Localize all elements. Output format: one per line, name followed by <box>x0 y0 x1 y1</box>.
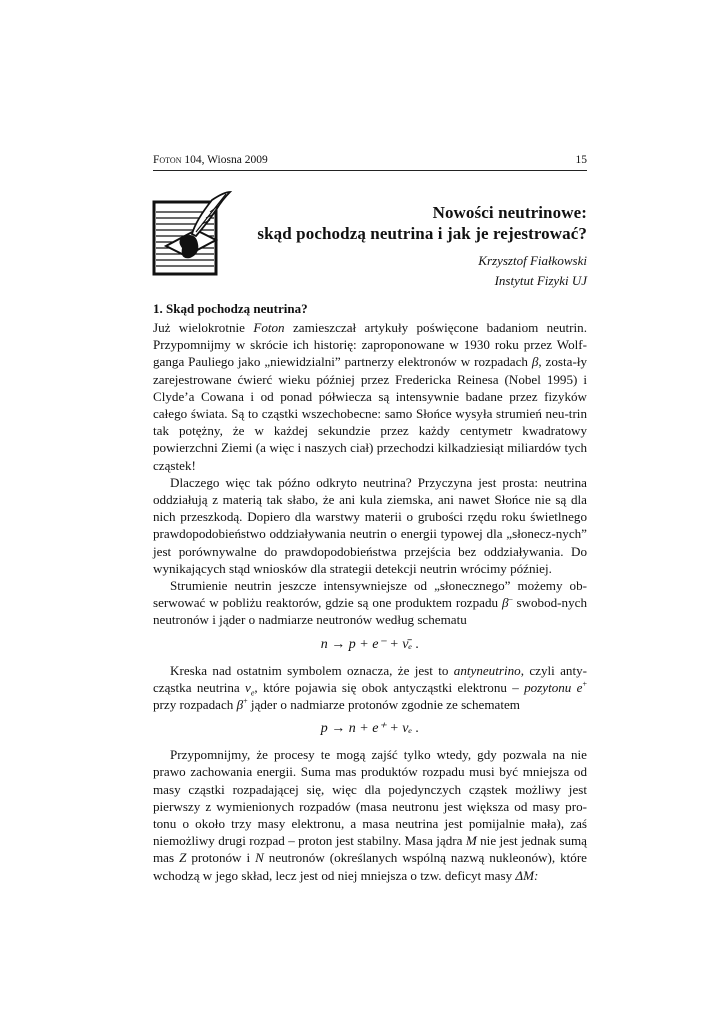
section-heading: 1. Skąd pochodzą neutrina? <box>153 301 308 316</box>
author-affiliation: Instytut Fizyki UJ <box>494 273 587 288</box>
article-body <box>153 319 587 884</box>
formula-beta-minus: n → p + e⁻ + ν̄ₑ . <box>320 636 420 652</box>
page-number: 15 <box>575 154 587 166</box>
formula-beta-plus: p → n + e⁺ + νₑ . <box>320 721 420 737</box>
article-title-line-1: Nowości neutrinowe: <box>432 203 587 222</box>
paragraph-4: Kreska nad ostatnim symbolem oznacza, że jest to antyneutrino, czyli anty-cząstka neutrina $\nu_e$, które pojawia się obok antycząstki elektronu – pozytonu e+ przy rozpadach β+ jąder o nadmiarze protonów zgodnie ze schematem <box>153 662 588 713</box>
article-title-block <box>240 202 587 291</box>
issue-info: 104, Wiosna 2009 <box>181 154 268 166</box>
paragraph-2: Dlaczego więc tak późno odkryto neutrina? Przyczyna jest prosta: neutrina oddziałują z materią tak słabo, że ani kula ziemska, ani nawet Słońce nie są dla nich przeszkodą. Dopiero dla warstwy materii o grubości rzędu roku świetlnego prawdopodobieństwo oddziaływania neutrin o energii typowej dla „słonecz-nych” jest porównywalne do prawdopodobieństwa przejścia bez oddziaływania. Do wynikających stąd wniosków dla strategii detekcji neutrin wrócimy później. <box>153 474 587 576</box>
paragraph-3: Strumienie neutrin jeszcze intensywniejsze od „słonecznego” możemy ob-serwować w pobliżu reaktorów, gdzie są one produktem rozpadu β– swobod-nych neutronów i jąder o nadmiarze neutronów według schematu <box>153 578 587 628</box>
article-title-line-2: skąd pochodzą neutrina i jak je rejestrować? <box>257 224 587 243</box>
paragraph-5: Przypomnijmy, że procesy te mogą zajść tylko wtedy, gdy pozwala na nie prawo zachowania energii. Suma mas produktów rozpadu musi być mniejsza od masy cząstki rozpadającej się, więc dla pojedynczych cząstek możliwy jest pierwszy z wymienionych rozpadów (masa neutronu jest większa od masy pro-tonu o około trzy masy elektronu, a masa neutrina jest pomijalnie mała), zaś niemożliwy drugi rozpad – proton jest stabilny. Masa jądra M nie jest jednak sumą mas Z protonów i N neutronów (określanych wspólną nazwą nukleonów), które wchodzą w jego skład, lecz jest od niej mniejsza o tzw. deficyt masy ΔM: <box>153 747 587 883</box>
header-rule <box>153 170 587 171</box>
running-header <box>153 154 587 166</box>
quill-inkwell-icon <box>152 190 234 278</box>
paragraph-1: Już wielokrotnie Foton zamieszczał artykuły poświęcone badaniom neutrin. Przypomnijmy w skrócie ich historię: zaproponowane w 1930 roku przez Wolf-ganga Pauliego jako „niewidzialni” partnerzy elektronów w rozpadach β, zosta-ły zarejestrowane ćwierć wieku później przez Fredericka Reinesa (Nobel 1995) i Clyde’a Cowana i od ponad półwiecza są intensywnie badane przez fizyków całego świata. Są to cząstki wszechobecne: samo Słońce wysyła strumień neu-trin tak potężny, że w każdej sekundzie przez każdy centymetr kwadratowy powierzchni Ziemi (a więc i naszych ciał) przechodzi kilkadziesiąt miliardów tych cząstek! <box>153 320 588 473</box>
journal-name: Foton <box>153 154 182 166</box>
author-name: Krzysztof Fiałkowski <box>478 253 587 268</box>
journal-issue <box>153 154 268 166</box>
